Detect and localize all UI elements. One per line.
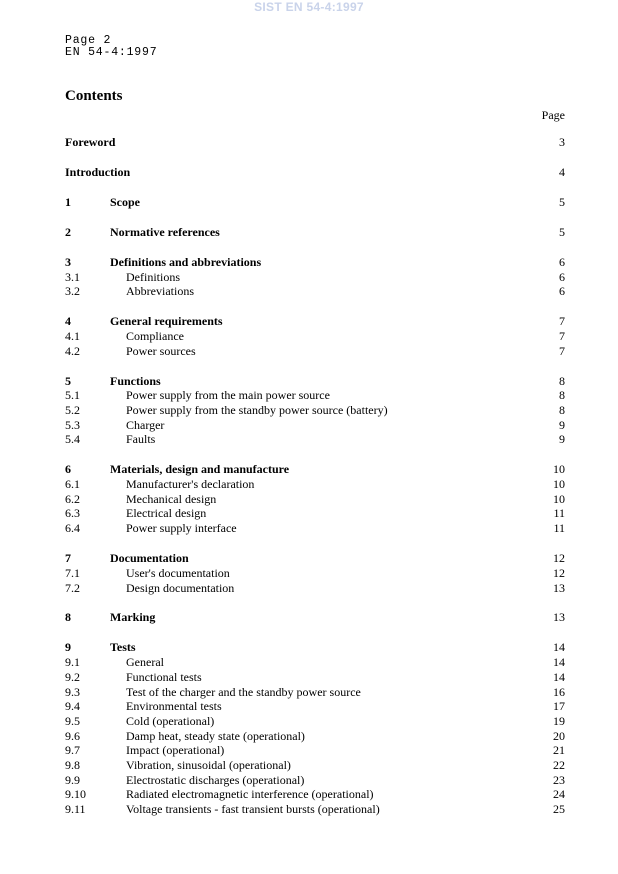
toc-title: Damp heat, steady state (operational)	[126, 728, 305, 743]
toc-page: 10	[553, 491, 565, 506]
toc-title: Impact (operational)	[126, 743, 225, 758]
toc-page: 24	[553, 787, 565, 802]
toc-title: Functional tests	[126, 669, 202, 684]
toc-title: Normative references	[110, 224, 220, 239]
toc-title: Materials, design and manufacture	[110, 462, 290, 477]
toc-number: 4	[65, 314, 71, 329]
toc-subentry	[65, 699, 565, 714]
toc-subentry	[65, 685, 565, 700]
toc-subentry	[65, 432, 565, 447]
toc-page: 7	[559, 328, 565, 343]
page-column-label: Page	[541, 108, 565, 122]
toc-title: Environmental tests	[126, 699, 222, 714]
toc-number: 9.4	[65, 699, 80, 714]
toc-title: Definitions and abbreviations	[110, 254, 262, 269]
toc-entry	[65, 314, 565, 329]
toc-subentry	[65, 284, 565, 299]
toc-entry	[65, 610, 565, 625]
toc-number: 8	[65, 610, 71, 625]
toc-number: 9.10	[65, 787, 86, 802]
toc-title: Power supply interface	[126, 521, 237, 536]
toc-number: 1	[65, 194, 71, 209]
toc-entry	[65, 462, 565, 477]
toc-title: Electrostatic discharges (operational)	[126, 772, 305, 787]
toc-subentry	[65, 329, 565, 344]
watermark: SIST EN 54-4:1997	[254, 0, 364, 14]
toc-number: 6.2	[65, 491, 80, 506]
page-header	[65, 35, 157, 59]
standard-id: EN 54-4:1997	[65, 46, 158, 59]
toc-page: 6	[559, 284, 565, 299]
toc-number: 3	[65, 254, 71, 269]
toc-number: 7	[65, 551, 71, 566]
toc-number: 9.7	[65, 743, 80, 758]
toc-title: Design documentation	[126, 580, 235, 595]
toc-subentry	[65, 655, 565, 670]
toc-section	[65, 551, 565, 595]
toc-subentry	[65, 787, 565, 802]
toc-number: 5.1	[65, 388, 80, 403]
toc-number: 4.2	[65, 343, 80, 358]
toc-subentry	[65, 581, 565, 596]
toc-title: General	[126, 655, 164, 670]
toc-page: 23	[553, 772, 565, 787]
toc-title: Power supply from the main power source	[126, 388, 330, 403]
toc-subentry	[65, 506, 565, 521]
toc-section	[65, 374, 565, 447]
toc-number: 4.1	[65, 328, 80, 343]
toc-subentry	[65, 492, 565, 507]
toc-title: Test of the charger and the standby power source	[126, 684, 361, 699]
toc-title: Cold (operational)	[126, 713, 215, 728]
toc-page: 10	[553, 462, 565, 477]
toc-section	[65, 165, 565, 180]
toc-page: 3	[559, 135, 565, 149]
toc-subentry	[65, 521, 565, 536]
toc-subentry	[65, 418, 565, 433]
toc-page: 25	[553, 802, 565, 817]
toc-number: 5.3	[65, 417, 80, 432]
toc-subentry	[65, 773, 565, 788]
toc-subentry	[65, 758, 565, 773]
toc-number: 9.3	[65, 684, 80, 699]
toc-page: 8	[559, 403, 565, 418]
toc-number: 9	[65, 640, 71, 655]
toc-title: Introduction	[65, 164, 131, 179]
toc-section	[65, 195, 565, 210]
toc-page: 4	[559, 164, 565, 179]
toc-subentry	[65, 729, 565, 744]
toc-page: 14	[553, 640, 565, 655]
toc-page: 20	[553, 728, 565, 743]
toc-title: Tests	[110, 640, 136, 655]
toc-page: 8	[559, 373, 565, 388]
toc-number: 9.6	[65, 728, 80, 743]
toc-title: Radiated electromagnetic interference (operational)	[126, 787, 374, 802]
toc-entry	[65, 165, 565, 180]
toc-title: Manufacturer's declaration	[126, 477, 255, 492]
toc-subentry	[65, 344, 565, 359]
toc-title: Faults	[126, 432, 156, 447]
toc-page: 10	[553, 477, 565, 492]
toc-section	[65, 314, 565, 358]
toc-section	[65, 640, 565, 816]
page-number: Page 2	[65, 34, 112, 47]
toc-entry	[65, 255, 565, 270]
toc-page: 21	[553, 743, 565, 758]
toc-page: 11	[553, 506, 565, 521]
toc-page: 14	[553, 669, 565, 684]
toc-page: 6	[559, 269, 565, 284]
toc-subentry	[65, 270, 565, 285]
toc-number: 7.2	[65, 580, 80, 595]
toc-number: 5	[65, 373, 71, 388]
toc-page: 5	[559, 194, 565, 209]
toc-section	[65, 225, 565, 240]
toc-number: 9.1	[65, 655, 80, 670]
toc-entry	[65, 225, 565, 240]
toc-number: 6	[65, 462, 71, 477]
toc-number: 9.2	[65, 669, 80, 684]
toc-page: 6	[559, 254, 565, 269]
toc-title: Marking	[110, 610, 156, 625]
toc-title: Electrical design	[126, 506, 207, 521]
toc-title: User's documentation	[126, 565, 230, 580]
toc-number: 3.2	[65, 284, 80, 299]
toc-page: 11	[553, 521, 565, 536]
toc-page: 17	[553, 699, 565, 714]
toc-number: 9.11	[65, 802, 86, 817]
toc-page: 9	[559, 432, 565, 447]
toc-page: 9	[559, 417, 565, 432]
toc-section	[65, 255, 565, 299]
contents-title: Contents	[65, 88, 123, 104]
toc-number: 6.3	[65, 506, 80, 521]
toc-subentry	[65, 403, 565, 418]
toc-number: 6.1	[65, 477, 80, 492]
toc-page: 16	[553, 684, 565, 699]
toc-title: Vibration, sinusoidal (operational)	[126, 757, 291, 772]
toc-number: 5.4	[65, 432, 80, 447]
toc-subentry	[65, 802, 565, 817]
toc-title: Definitions	[126, 269, 180, 284]
toc-page: 22	[553, 757, 565, 772]
toc-page: 5	[559, 224, 565, 239]
toc-section	[65, 135, 565, 150]
toc-title: Voltage transients - fast transient bursts (operational)	[126, 802, 380, 817]
toc-title: Compliance	[126, 328, 184, 343]
toc-number: 5.2	[65, 403, 80, 418]
toc-subentry	[65, 670, 565, 685]
toc-number: 7.1	[65, 565, 80, 580]
toc-page: 7	[559, 343, 565, 358]
toc-entry	[65, 135, 565, 150]
toc-page: 7	[559, 314, 565, 329]
toc-title: Scope	[110, 194, 140, 209]
toc-subentry	[65, 743, 565, 758]
toc-subentry	[65, 388, 565, 403]
toc-page: 14	[553, 655, 565, 670]
toc-subentry	[65, 714, 565, 729]
toc-subentry	[65, 477, 565, 492]
toc-entry	[65, 551, 565, 566]
toc-title: Power supply from the standby power source (battery)	[126, 403, 388, 418]
toc-number: 9.8	[65, 757, 80, 772]
toc-page: 13	[553, 610, 565, 625]
toc-title: Power sources	[126, 343, 196, 358]
toc-subentry	[65, 566, 565, 581]
toc-title: Abbreviations	[126, 284, 194, 299]
toc-page: 19	[553, 713, 565, 728]
toc-section	[65, 610, 565, 625]
toc-page: 8	[559, 388, 565, 403]
toc-page: 13	[553, 580, 565, 595]
toc-title: Functions	[110, 373, 161, 388]
toc-title: Documentation	[110, 551, 189, 566]
toc-title: Mechanical design	[126, 491, 217, 506]
toc-number: 2	[65, 224, 71, 239]
toc-title: Charger	[126, 417, 165, 432]
toc-entry	[65, 195, 565, 210]
table-of-contents	[65, 135, 565, 817]
toc-entry	[65, 640, 565, 655]
toc-number: 3.1	[65, 269, 80, 284]
toc-page: 12	[553, 551, 565, 566]
toc-entry	[65, 374, 565, 389]
toc-title: General requirements	[110, 314, 223, 329]
toc-title: Foreword	[65, 135, 116, 149]
toc-number: 9.9	[65, 772, 80, 787]
toc-section	[65, 462, 565, 535]
toc-page: 12	[553, 565, 565, 580]
toc-number: 6.4	[65, 521, 80, 536]
toc-number: 9.5	[65, 713, 80, 728]
